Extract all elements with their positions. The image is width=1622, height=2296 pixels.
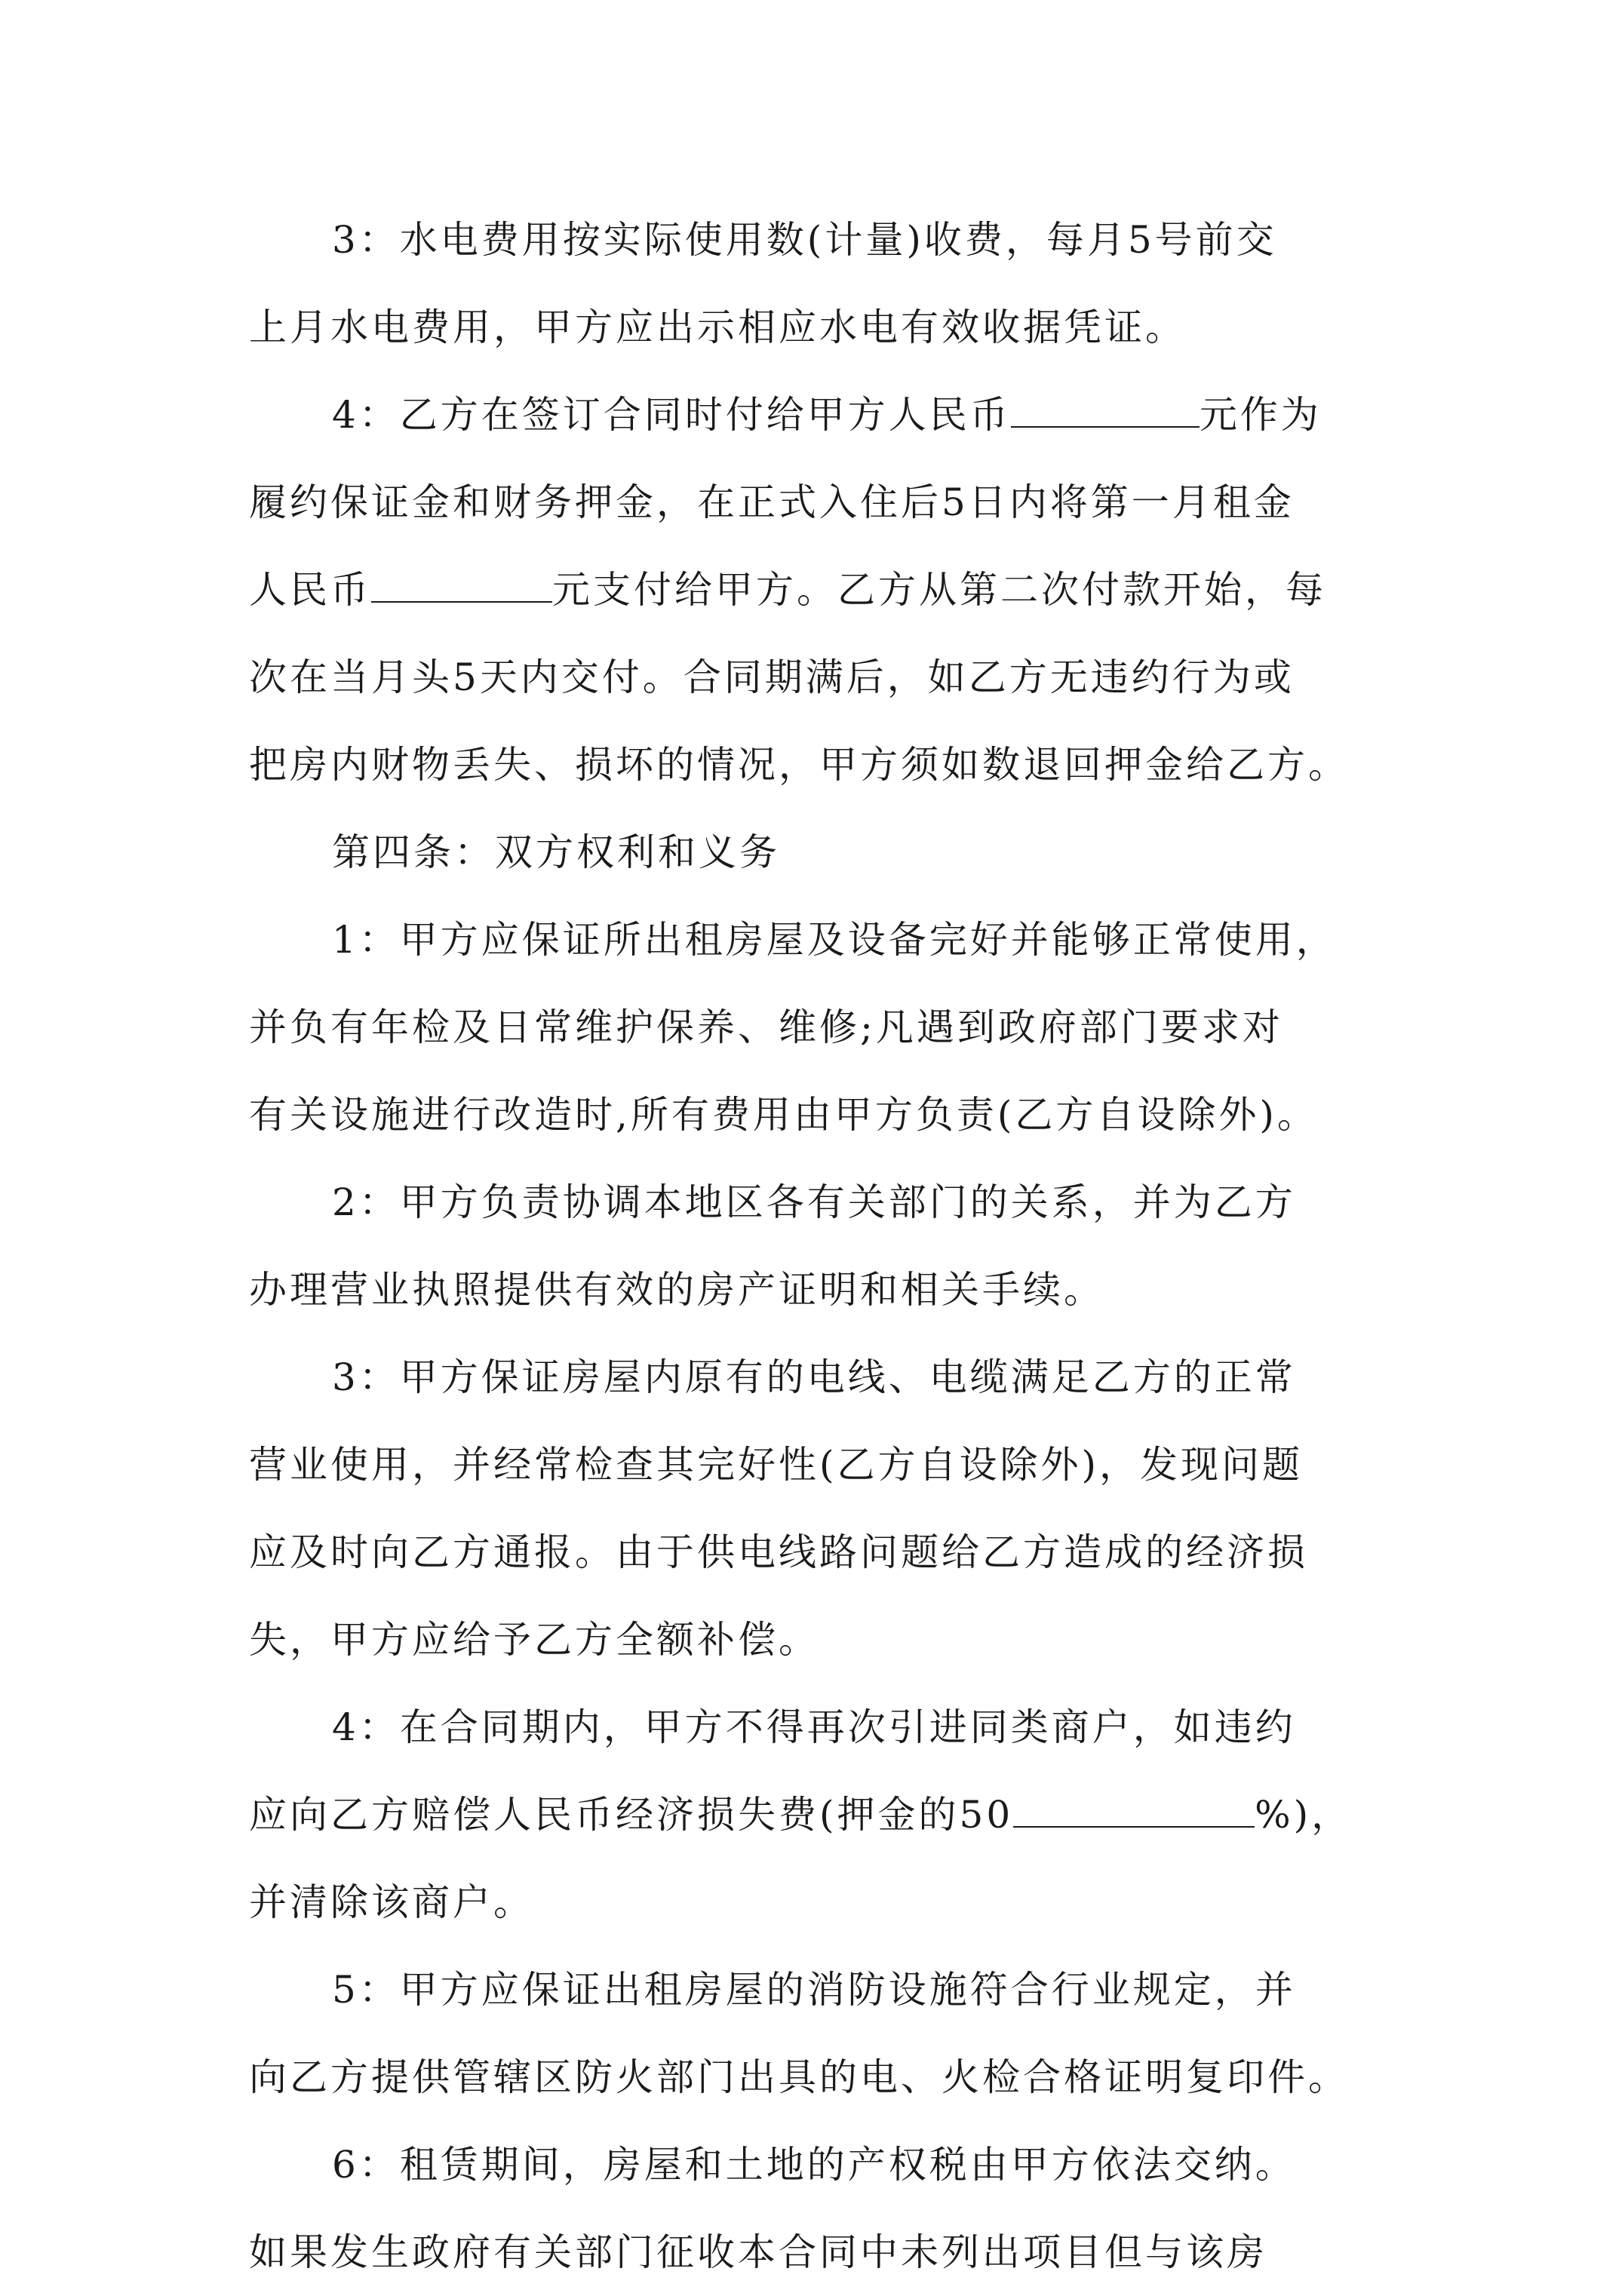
duty-4-line-2-after: %)，	[1255, 1793, 1353, 1837]
duty-5-line-1: 5：甲方应保证出租房屋的消防设施符合行业规定，并	[332, 1968, 1296, 2012]
duty-3-line-2: 营业使用，并经常检查其完好性(乙方自设除外)，发现问题	[249, 1443, 1304, 1487]
clause-4-text-before: 4：乙方在签订合同时付给甲方人民币	[332, 393, 1011, 437]
clause-3-line-1: 3：水电费用按实际使用数(计量)收费，每月5号前交	[332, 218, 1277, 262]
deposit-amount-blank	[1011, 391, 1200, 428]
duty-4-line-2	[249, 1771, 1388, 1859]
clause-4-line-1	[249, 371, 1388, 459]
duty-1-line-2: 并负有年检及日常维护保养、维修;凡遇到政府部门要求对	[249, 1005, 1283, 1049]
duty-3-line-3: 应及时向乙方通报。由于供电线路问题给乙方造成的经济损	[249, 1530, 1308, 1574]
clause-4-line-3-before: 人民币	[249, 568, 371, 612]
duty-6-line-2: 如果发生政府有关部门征收本合同中未列出项目但与该房	[249, 2230, 1267, 2274]
clause-3-line-2: 上月水电费用，甲方应出示相应水电有效收据凭证。	[249, 305, 1186, 349]
duty-6-line-1: 6：租赁期间，房屋和土地的产权税由甲方依法交纳。	[332, 2143, 1296, 2187]
duty-5-line-2: 向乙方提供管辖区防火部门出具的电、火检合格证明复印件。	[249, 2055, 1349, 2099]
article-4-heading: 第四条：双方权利和义务	[332, 830, 780, 874]
duty-3-line-1: 3：甲方保证房屋内原有的电线、电缆满足乙方的正常	[332, 1355, 1296, 1399]
duty-4-line-2-before: 应向乙方赔偿人民币经济损失费(押金的50	[249, 1793, 1014, 1837]
clause-4-line-5: 把房内财物丢失、损坏的情况，甲方须如数退回押金给乙方。	[249, 743, 1349, 787]
document-body	[249, 196, 1388, 2296]
clause-4-text-after: 元作为	[1199, 393, 1322, 437]
clause-4-line-3-after: 元支付给甲方。乙方从第二次付款开始，每	[552, 568, 1326, 612]
duty-1-line-3: 有关设施进行改造时,所有费用由甲方负责(乙方自设除外)。	[249, 1093, 1318, 1137]
compensation-percent-blank	[1013, 1791, 1255, 1828]
clause-4-line-3	[249, 546, 1388, 634]
duty-3-line-4: 失，甲方应给予乙方全额补偿。	[249, 1618, 819, 1662]
duty-2-line-2: 办理营业执照提供有效的房产证明和相关手续。	[249, 1268, 1104, 1312]
duty-1-line-1: 1：甲方应保证所出租房屋及设备完好并能够正常使用，	[332, 918, 1337, 962]
duty-4-line-3: 并清除该商户。	[249, 1880, 534, 1924]
duty-2-line-1: 2：甲方负责协调本地区各有关部门的关系，并为乙方	[332, 1180, 1296, 1224]
clause-4-line-4: 次在当月头5天内交付。合同期满后，如乙方无违约行为或	[249, 655, 1295, 699]
duty-4-line-1: 4：在合同期内，甲方不得再次引进同类商户，如违约	[332, 1705, 1296, 1749]
first-rent-amount-blank	[371, 566, 552, 603]
clause-4-line-2: 履约保证金和财务押金，在正式入住后5日内将第一月租金	[249, 480, 1295, 524]
